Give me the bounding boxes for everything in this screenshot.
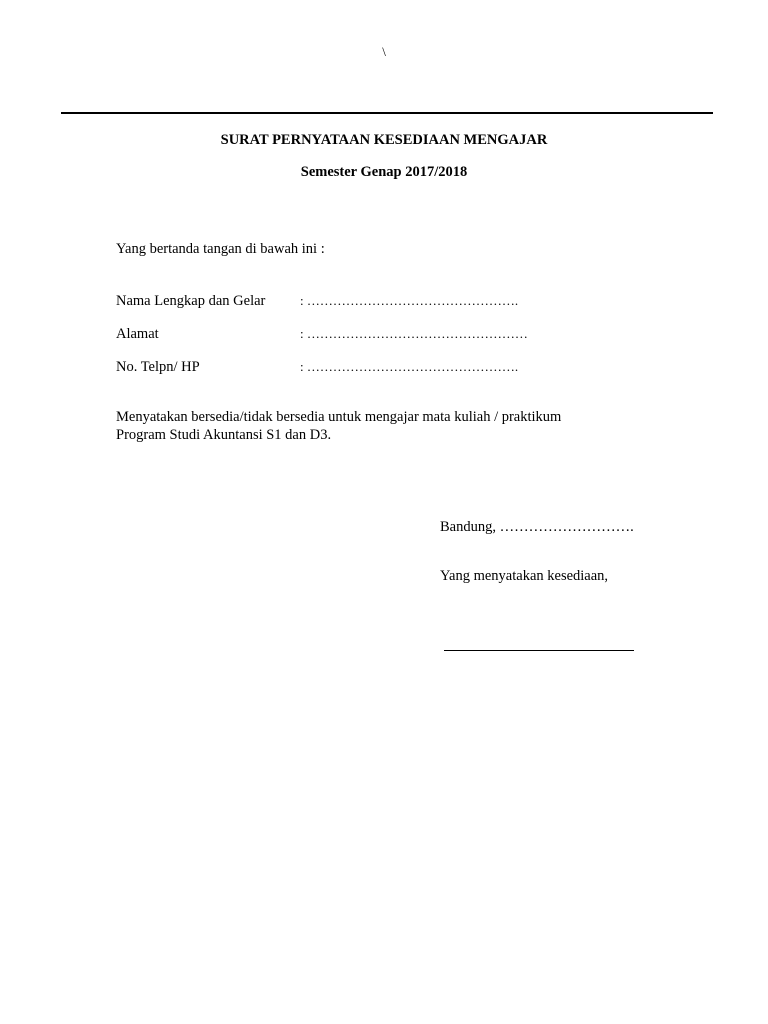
field-label-name: Nama Lengkap dan Gelar [116,293,266,309]
field-row-name [116,292,519,310]
signature-line [444,650,634,651]
header-divider [61,112,713,114]
document-subtitle: Semester Genap 2017/2018 [300,164,468,180]
declarant-label: Yang menyatakan kesediaan, [440,568,609,584]
field-value-name: : …………………………………………. [300,293,519,308]
place-date: Bandung, ………………………. [440,519,634,535]
field-value-address: : …………………………………………… [300,326,528,341]
statement-line: Menyatakan bersedia/tidak bersedia untuk mengajar mata kuliah / praktikum [116,409,562,425]
field-row-address [116,325,528,343]
field-label-address: Alamat [116,326,159,342]
statement-paragraph [116,408,676,444]
header-mark: \ [382,44,386,59]
field-row-phone [116,358,519,376]
statement-line: Program Studi Akuntansi S1 dan D3. [116,427,332,443]
intro-text: Yang bertanda tangan di bawah ini : [116,241,325,257]
field-label-phone: No. Telpn/ HP [116,359,200,375]
document-title: SURAT PERNYATAAN KESEDIAAN MENGAJAR [220,132,548,148]
field-value-phone: : …………………………………………. [300,359,519,374]
